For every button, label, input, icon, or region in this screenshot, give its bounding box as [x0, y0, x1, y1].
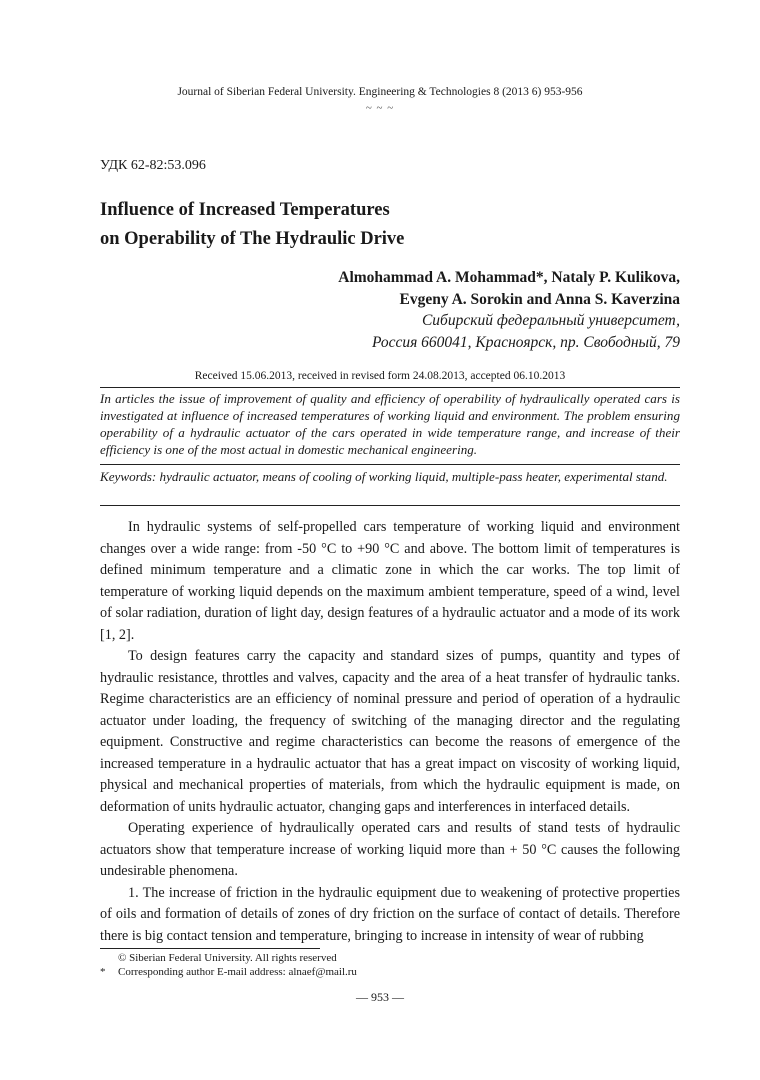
abstract-mid-rule: [100, 464, 680, 465]
body-paragraph: In hydraulic systems of self-propelled cars temperature of working liquid and environment changes over a wide range: from -50 °C to +90 °C and above. The bottom limit of temperatures is defined minimum temperature and a climatic zone in which the car works. The top limit of temperature of working liquid depends on the maximum ambient temperature, speed of a wind, level of solar radiation, duration of light day, design features of a hydraulic actuator and a mode of its work [1, 2].: [100, 519, 680, 643]
authors: [338, 267, 680, 311]
body-paragraph: 1. The increase of friction in the hydraulic equipment due to weakening of protective properties of oils and formation of details of zones of dry friction on the surface of contact of details. Therefore there is big contact tension and temperature, bringing to increase in intensity of wear of rubbing: [100, 884, 680, 944]
header-separator: ~ ~ ~: [365, 102, 395, 114]
body-text: [100, 517, 680, 947]
abstract: In articles the issue of improvement of quality and efficiency of operability of hydraulically operated cars is investigated at influence of increased temperatures of working liquid and environment. The problem ensuring operability of a hydraulic actuator of the cars operated in wide temperature range, and increase of their efficiency is one of the most actual in domestic mechanical engineering.: [100, 391, 680, 457]
authors-line-1: Almohammad A. Mohammad*, Nataly P. Kulikova,: [338, 269, 680, 286]
footnote-author: [100, 966, 357, 978]
abstract-bottom-rule: [100, 505, 680, 506]
affiliation-line-1: Сибирский федеральный университет,: [421, 312, 680, 329]
abstract-top-rule: [100, 387, 680, 388]
title-line-1: Influence of Increased Temperatures: [100, 200, 390, 220]
footnote-email: Corresponding author E-mail address: alnaef@mail.ru: [118, 966, 357, 978]
footnote-copyright: © Siberian Federal University. All rights reserved: [118, 952, 337, 964]
title-line-2: on Operability of The Hydraulic Drive: [100, 229, 405, 249]
affiliation-line-2: Россия 660041, Красноярск, пр. Свободный, 79: [371, 334, 680, 351]
body-paragraph: To design features carry the capacity and standard sizes of pumps, quantity and types of hydraulic resistance, throttles and valves, capacity and the area of a heat transfer of hydraulic tanks. Regime characteristics are an efficiency of nominal pressure and period of operation of a hydraulic actuator under loading, the frequency of switching of the managing director and the regulating equipment. Constructive and regime characteristics can become the reasons of emergence of the increased temperature in a hydraulic actuator that has a great impact on viscosity of working liquid, physical and mechanical properties of materials, from which the hydraulic equipment is made, on deformation of units hydraulic actuator, changing gaps and interferences in interfaced details.: [100, 648, 680, 815]
authors-line-2: Evgeny A. Sorokin and Anna S. Kaverzina: [399, 291, 680, 308]
footnote-rule: [100, 948, 320, 949]
body-paragraph: Operating experience of hydraulically operated cars and results of stand tests of hydraulic actuators show that temperature increase of working liquid more than + 50 °C causes the following undesirable phenomena.: [100, 820, 680, 879]
footnote-star: *: [100, 966, 106, 978]
received-dates: Received 15.06.2013, received in revised form 24.08.2013, accepted 06.10.2013: [194, 370, 566, 382]
paper-title: [100, 196, 404, 254]
page-number: — 953 —: [356, 990, 404, 1004]
keywords: Keywords: hydraulic actuator, means of cooling of working liquid, multiple-pass heater, experimental stand.: [100, 469, 668, 484]
journal-header: Journal of Siberian Federal University. Engineering & Technologies 8 (2013 6) 953-956: [177, 86, 583, 98]
udk-code: УДК 62-82:53.096: [100, 158, 206, 173]
affiliation: [372, 310, 680, 354]
